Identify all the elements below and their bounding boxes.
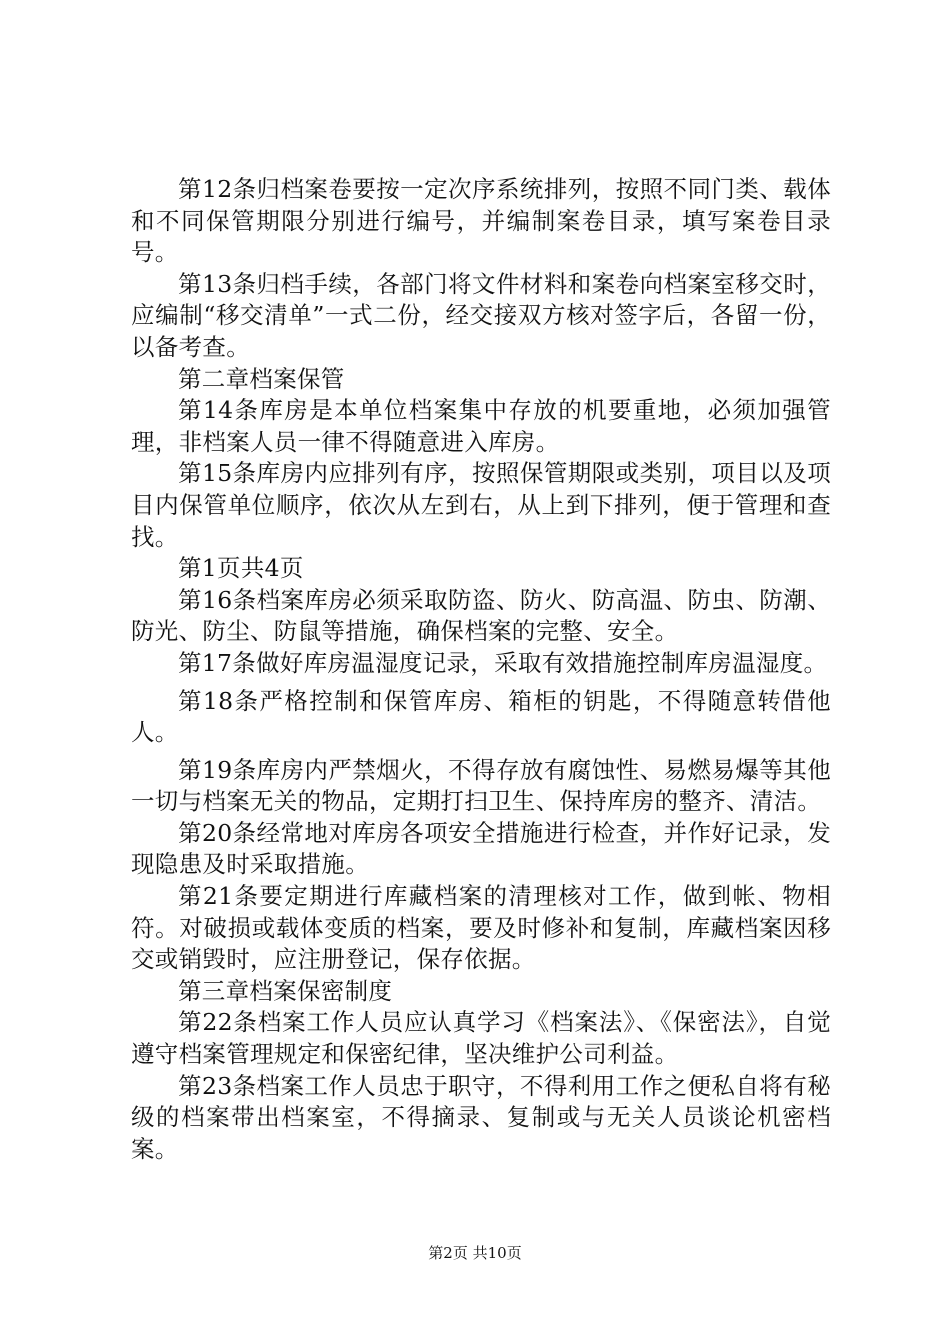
chapter-heading-2: 第二章档案保管	[178, 364, 345, 393]
paragraph-article-19: 第19条库房内严禁烟火，不得存放有腐蚀性、易燃易爆等其他一切与档案无关的物品，定期打扫卫生、保持库房的整齐、清洁。	[131, 755, 831, 816]
document-body	[131, 174, 831, 1165]
paragraph-article-13: 第13条归档手续，各部门将文件材料和案卷向档案室移交时，应编制“移交清单”一式二份，经交接双方核对签字后，各留一份，以备考查。	[131, 269, 831, 361]
paragraph-article-21: 第21条要定期进行库藏档案的清理核对工作，做到帐、物相符。对破损或载体变质的档案，要及时修补和复制，库藏档案因移交或销毁时，应注册登记，保存依据。	[131, 882, 831, 974]
paragraph-article-14: 第14条库房是本单位档案集中存放的机要重地，必须加强管理，非档案人员一律不得随意进入库房。	[131, 396, 831, 456]
paragraph-article-20: 第20条经常地对库房各项安全措施进行检查，并作好记录，发现隐患及时采取措施。	[131, 818, 831, 879]
chapter-heading-3: 第三章档案保密制度	[178, 976, 393, 1005]
paragraph-article-23: 第23条档案工作人员忠于职守，不得利用工作之便私自将有秘级的档案带出档案室，不得摘录、复制或与无关人员谈论机密档案。	[131, 1071, 831, 1163]
paragraph-article-18: 第18条严格控制和保管库房、箱柜的钥匙，不得随意转借他人。	[131, 686, 831, 747]
page-footer: 第2页 共10页	[428, 1244, 522, 1262]
inline-page-marker: 第1页共4页	[178, 554, 304, 583]
paragraph-article-12: 第12条归档案卷要按一定次序系统排列，按照不同门类、载体和不同保管期限分别进行编号，并编制案卷目录，填写案卷目录号。	[131, 175, 831, 267]
paragraph-article-22: 第22条档案工作人员应认真学习《档案法》、《保密法》，自觉遵守档案管理规定和保密纪律，坚决维护公司利益。	[131, 1008, 831, 1069]
paragraph-article-17: 第17条做好库房温湿度记录，采取有效措施控制库房温湿度。	[178, 648, 828, 677]
paragraph-article-15: 第15条库房内应排列有序，按照保管期限或类别，项目以及项目内保管单位顺序，依次从左到右，从上到下排列，便于管理和查找。	[131, 459, 831, 551]
paragraph-article-16: 第16条档案库房必须采取防盗、防火、防高温、防虫、防潮、防光、防尘、防鼠等措施，确保档案的完整、安全。	[131, 585, 831, 646]
